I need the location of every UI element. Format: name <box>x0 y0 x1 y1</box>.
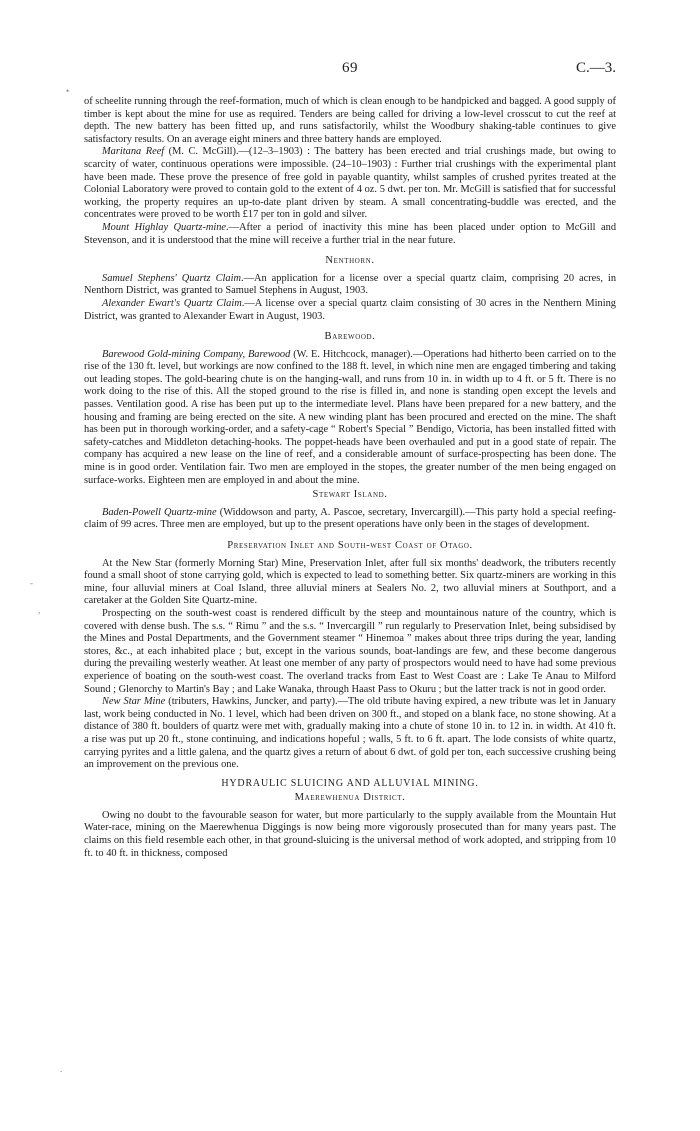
paragraph <box>84 273 616 298</box>
paragraph-text: (W. E. Hitchcock, manager).—Operations had hitherto been carried on to the rise of the 130 ft. level, but workings are now confined to the 188 ft. level, in which nine men are engaged timbering and taking out leading stopes. The gold-bearing chute is on the hanging-wall, and runs from 10 in. in width up to 4 ft. or 5 ft. There is no work doing to the rise of this. All the stoped ground to the rise is filled in, and none is standing open except the levels and passes. Ventilation good. A rise has been put up to the intermediate level. Plans have been prepared for a new battery, and the housing and framing are being erected on the site. A new winding plant has been procured and erected on the mine. The shaft has been put in thorough working-order, and a safety-cage “ Robert's Special ” Bendigo, Victoria, has been installed fitted with safety-catches and Middleton detaching-hooks. The poppet-heads have been overhauled and put in a good state of repair. The company has acquired a new lease on the line of reef, and a considerable amount of surface-prospecting has been done. The mine is in good order. Ventilation fair. Two men are employed in the stopes, the greater number of the men being engaged on surface-works. Eighteen men are employed in and about the mine. <box>84 348 616 486</box>
paragraph-text: (tributers, Hawkins, Juncker, and party).—The old tribute having expired, a new tribute was let in January last, work being conducted in No. 1 level, which had been driven on 300 ft., and stoped on a blank face, no stone showing. At a distance of 380 ft. boulders of quartz were met with, gradually making into a chute of stone 10 in. to 12 in. in width. At 410 ft. a rise was put up 20 ft., stone continuing, and indications hopeful ; walls, 5 ft. to 6 ft. apart. The lode consists of white quartz, carrying pyrites and a little galena, and the quartz gives a return of about 6 dwt. of gold per ton, each successive crushing being an improvement on the previous one. <box>84 696 616 771</box>
paragraph: Prospecting on the south-west coast is rendered difficult by the steep and mountainous nature of the country, which is covered with dense bush. The s.s. “ Rimu ” and the s.s. “ Invercargill ” run regularly to Preservation Inlet, being subsidised by the Mines and Postal Departments, and the Government steamer “ Hinemoa ” makes about three trips during the year, landing stores, &c., at each inhabited place ; but, except in the various sounds, boat-landings are few, and these become dangerous during the prevailing westerly weather. At least one member of any party of prospectors would need to have had some previous experience of boating on the south-west coast. The overland tracks from East to West Coast are : Lake Te Anau to Milford Sound ; Glenorchy to Martin's Bay ; and Lake Wanaka, through Haast Pass to Okuru ; but the latter track is not in good order. <box>84 607 616 695</box>
paragraph-text: .—A license over a special quartz claim consisting of 30 acres in the Nenthern Mining District, was granted to Alexander Ewart in August, 1903. <box>84 297 616 322</box>
paragraph-title: Samuel Stephens' Quartz Claim <box>102 272 241 284</box>
section-heading-stewart-island: Stewart Island. <box>312 489 388 501</box>
paragraph: of scheelite running through the reef-formation, much of which is clean enough to be handpicked and bagged. A good supply of timber is kept about the mine for use as required. Tenders are being called for driving a low-level crosscut to cut the reef at depth. The new battery has been fitted up, and runs satisfactorily, whilst the Woodbury shaking-table continues to give satisfactory results. On an average eight miners and three battery hands are employed. <box>84 96 616 145</box>
section-heading-barewood: Barewood. <box>324 331 376 343</box>
section-heading-maerewhenua: Maerewhenua District. <box>294 792 406 804</box>
paragraph <box>84 507 616 532</box>
section-heading-nenthorn: Nenthorn. <box>325 255 375 267</box>
paragraph: At the New Star (formerly Morning Star) Mine, Preservation Inlet, after full six months' deadwork, the tributers recently found a small shoot of stone carrying gold, which is expected to lead to something better. Six quartz-miners are working in this mine, four alluvial miners at Coal Island, three alluvial miners at Sealers No. 2, two alluvial miners at Southport, and a caretaker at the Golden Site Quartz-mine. <box>84 557 616 607</box>
page-body <box>84 96 616 860</box>
page-header <box>84 60 616 80</box>
paragraph <box>84 146 616 222</box>
margin-dot: , <box>38 605 41 615</box>
paragraph-title: Maritana Reef <box>102 146 165 158</box>
paragraph-text: (M. C. McGill).—(12–3–1903) : The battery has been erected and trial crushings made, but owing to scarcity of water, continuous operations were impossible. (24–10–1903) : Further trial crushings with the experimental plant have been made. These prove the presence of free gold in payable quantity, whilst samples of crushed pyrites treated at the Colonial Laboratory were proved to contain gold to the extent of 4 oz. 5 dwt. per ton. Mr. McGill is satisfied that for successful working, the property requires an up-to-date plant driven by steam. A small concentrating-buddle was erected, and the concentrates were proved to be worth £17 per ton in gold and silver. <box>84 146 617 221</box>
paragraph <box>84 298 616 323</box>
margin-dot: . <box>60 1064 63 1074</box>
paragraph <box>84 222 616 247</box>
paragraph-title: Mount Highlay Quartz-mine <box>102 221 227 233</box>
paragraph-text: .—After a period of inactivity this mine has been placed under option to McGill and Stevenson, and it is understood that the mine will receive a further trial in the near future. <box>84 221 617 246</box>
paragraph-title: Barewood Gold-mining Company, Barewood <box>102 348 291 360</box>
margin-dot: - <box>30 578 33 588</box>
page-number: 69 <box>342 60 358 76</box>
margin-dot: • <box>66 86 70 96</box>
paragraph-title: Baden-Powell Quartz-mine <box>102 506 217 518</box>
paragraph: Owing no doubt to the favourable season for water, but more particularly to the supply available from the Mountain Hut Water-race, mining on the Maerewhenua Diggings is now being more vigorously prosecuted than for many years past. The claims on this field resemble each other, in that ground-sluicing is the universal method of work adopted, and stripping from 10 ft. to 40 ft. in thickness, composed <box>84 809 616 859</box>
section-heading-preservation-inlet: Preservation Inlet and South-west Coast of Otago. <box>227 540 473 551</box>
paragraph-title: Alexander Ewart's Quartz Claim <box>102 297 242 309</box>
section-heading-hydraulic-sluicing: HYDRAULIC SLUICING AND ALLUVIAL MINING. <box>221 777 479 789</box>
paragraph <box>84 349 616 488</box>
document-code: C.—3. <box>575 60 616 76</box>
paragraph-text: .—An application for a license over a special quartz claim, comprising 20 acres, in Nenthorn District, was granted to Samuel Stephens in August, 1903. <box>84 272 617 297</box>
paragraph <box>84 696 616 772</box>
paragraph-title: New Star Mine <box>102 696 166 708</box>
paragraph-text: (Widdowson and party, A. Pascoe, secretary, Invercargill).—This party hold a special reefing-claim of 99 acres. Three men are employed, but up to the present operations have only been in the stages of development. <box>84 506 616 531</box>
